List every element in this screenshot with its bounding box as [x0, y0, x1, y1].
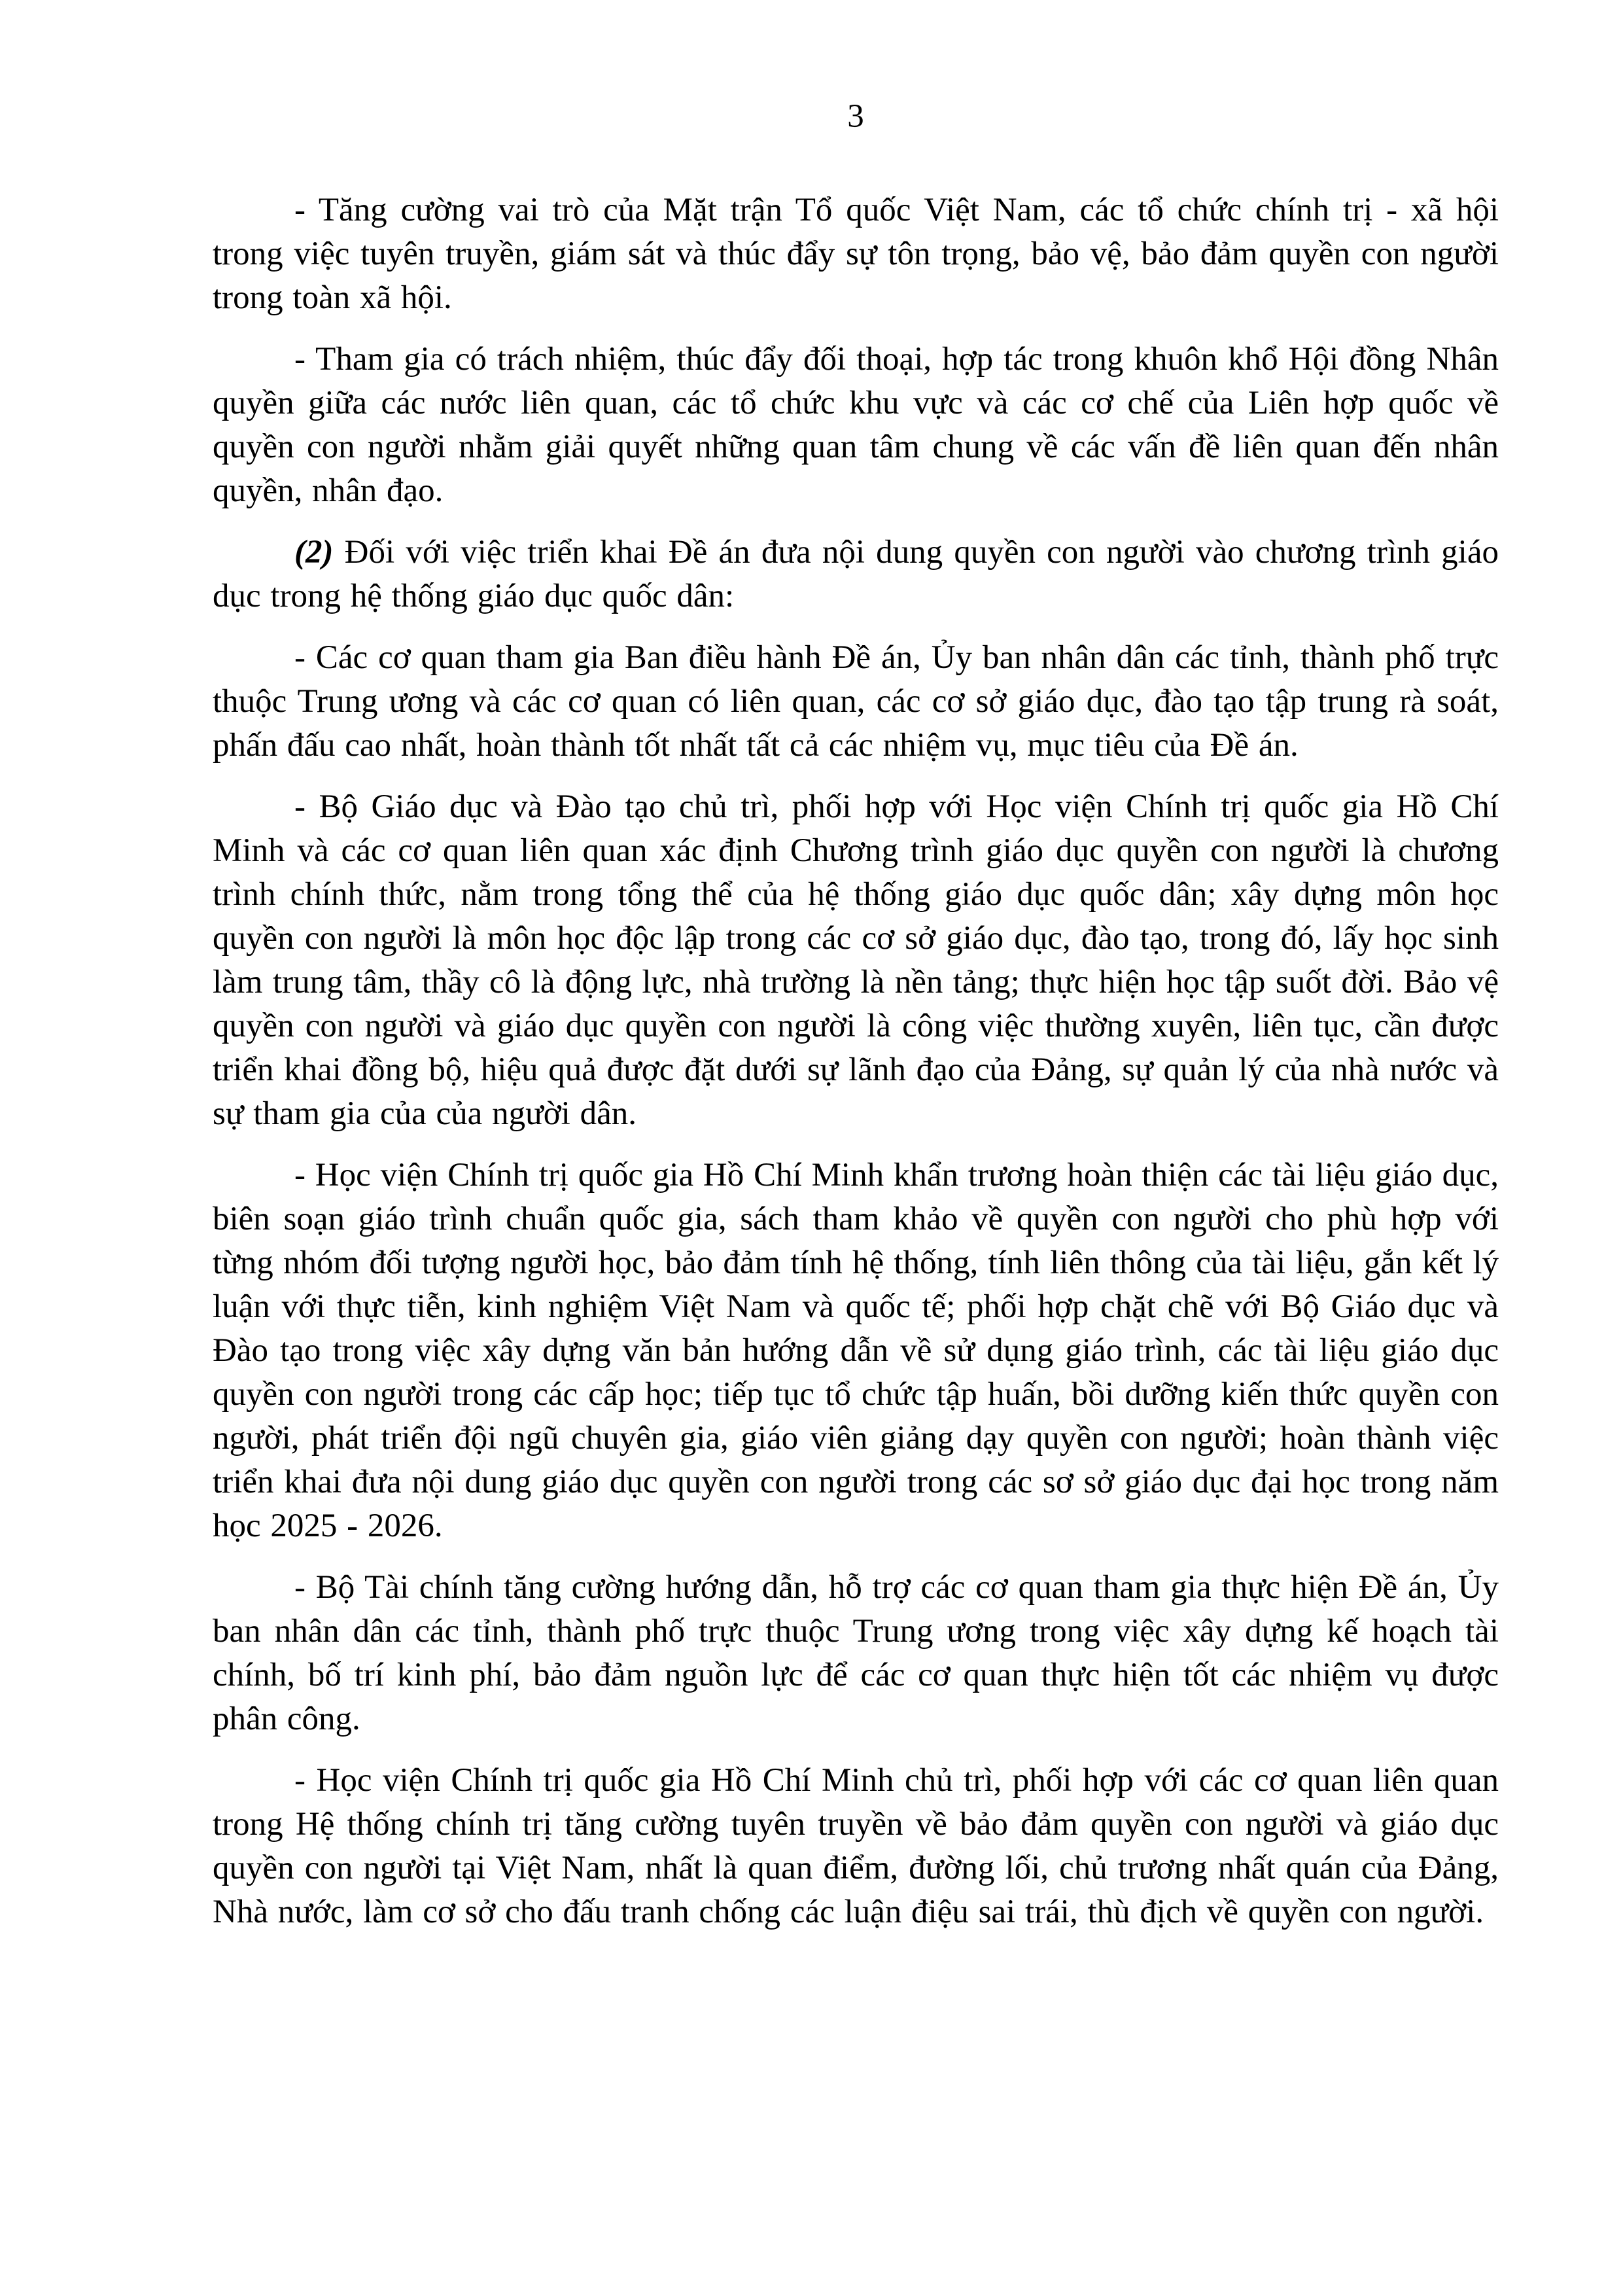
paragraph-text: Đối với việc triển khai Đề án đưa nội dung quyền con người vào chương trình giáo dục trong hệ thống giáo dục quốc dân:: [213, 534, 1499, 614]
paragraph-text: - Các cơ quan tham gia Ban điều hành Đề án, Ủy ban nhân dân các tỉnh, thành phố trực thuộc Trung ương và các cơ quan có liên quan, các cơ sở giáo dục, đào tạo tập trung rà soát, phấn đấu cao nhất, hoàn thành tốt nhất tất cả các nhiệm vụ, mục tiêu của Đề án.: [213, 639, 1499, 764]
paragraph: [213, 531, 1499, 618]
paragraph: [213, 785, 1499, 1136]
paragraph: [213, 1566, 1499, 1741]
paragraph: [213, 188, 1499, 320]
paragraph: [213, 1759, 1499, 1934]
page-number: 3: [847, 98, 864, 135]
paragraph: [213, 636, 1499, 768]
paragraph-lead: (2): [294, 534, 334, 571]
paragraph: [213, 338, 1499, 513]
paragraph-text: - Học viện Chính trị quốc gia Hồ Chí Minh khẩn trương hoàn thiện các tài liệu giáo dục, biên soạn giáo trình chuẩn quốc gia, sách tham khảo về quyền con người cho phù hợp với từng nhóm đối tượng người học, bảo đảm tính hệ thống, tính liên thông của tài liệu, gắn kết lý luận với thực tiễn, kinh nghiệm Việt Nam và quốc tế; phối hợp chặt chẽ với Bộ Giáo dục và Đào tạo trong việc xây dựng văn bản hướng dẫn về sử dụng giáo trình, các tài liệu giáo dục quyền con người trong các cấp học; tiếp tục tổ chức tập huấn, bồi dưỡng kiến thức quyền con người, phát triển đội ngũ chuyên gia, giáo viên giảng dạy quyền con người; hoàn thành việc triển khai đưa nội dung giáo dục quyền con người trong các sơ sở giáo dục đại học trong năm học 2025 - 2026.: [213, 1157, 1499, 1544]
paragraph-text: - Học viện Chính trị quốc gia Hồ Chí Minh chủ trì, phối hợp với các cơ quan liên quan trong Hệ thống chính trị tăng cường tuyên truyền về bảo đảm quyền con người và giáo dục quyền con người tại Việt Nam, nhất là quan điểm, đường lối, chủ trương nhất quán của Đảng, Nhà nước, làm cơ sở cho đấu tranh chống các luận điệu sai trái, thù địch về quyền con người.: [213, 1762, 1499, 1930]
paragraph: [213, 1154, 1499, 1548]
paragraph-text: - Tham gia có trách nhiệm, thúc đẩy đối thoại, hợp tác trong khuôn khổ Hội đồng Nhân quyền giữa các nước liên quan, các tổ chức khu vực và các cơ chế của Liên hợp quốc về quyền con người nhằm giải quyết những quan tâm chung về các vấn đề liên quan đến nhân quyền, nhân đạo.: [213, 341, 1499, 509]
paragraph-text: - Bộ Tài chính tăng cường hướng dẫn, hỗ trợ các cơ quan tham gia thực hiện Đề án, Ủy ban nhân dân các tỉnh, thành phố trực thuộc Trung ương trong việc xây dựng kế hoạch tài chính, bố trí kinh phí, bảo đảm nguồn lực để các cơ quan thực hiện tốt các nhiệm vụ được phân công.: [213, 1569, 1499, 1737]
paragraph-text: - Bộ Giáo dục và Đào tạo chủ trì, phối hợp với Học viện Chính trị quốc gia Hồ Chí Minh và các cơ quan liên quan xác định Chương trình giáo dục quyền con người là chương trình chính thức, nằm trong tổng thể của hệ thống giáo dục quốc dân; xây dựng môn học quyền con người là môn học độc lập trong các cơ sở giáo dục, đào tạo, trong đó, lấy học sinh làm trung tâm, thầy cô là động lực, nhà trường là nền tảng; thực hiện học tập suốt đời. Bảo vệ quyền con người và giáo dục quyền con người là công việc thường xuyên, liên tục, cần được triển khai đồng bộ, hiệu quả được đặt dưới sự lãnh đạo của Đảng, sự quản lý của nhà nước và sự tham gia của của người dân.: [213, 788, 1499, 1132]
document-body: [213, 188, 1499, 1934]
paragraph-text: - Tăng cường vai trò của Mặt trận Tổ quốc Việt Nam, các tổ chức chính trị - xã hội trong việc tuyên truyền, giám sát và thúc đẩy sự tôn trọng, bảo vệ, bảo đảm quyền con người trong toàn xã hội.: [213, 192, 1499, 316]
